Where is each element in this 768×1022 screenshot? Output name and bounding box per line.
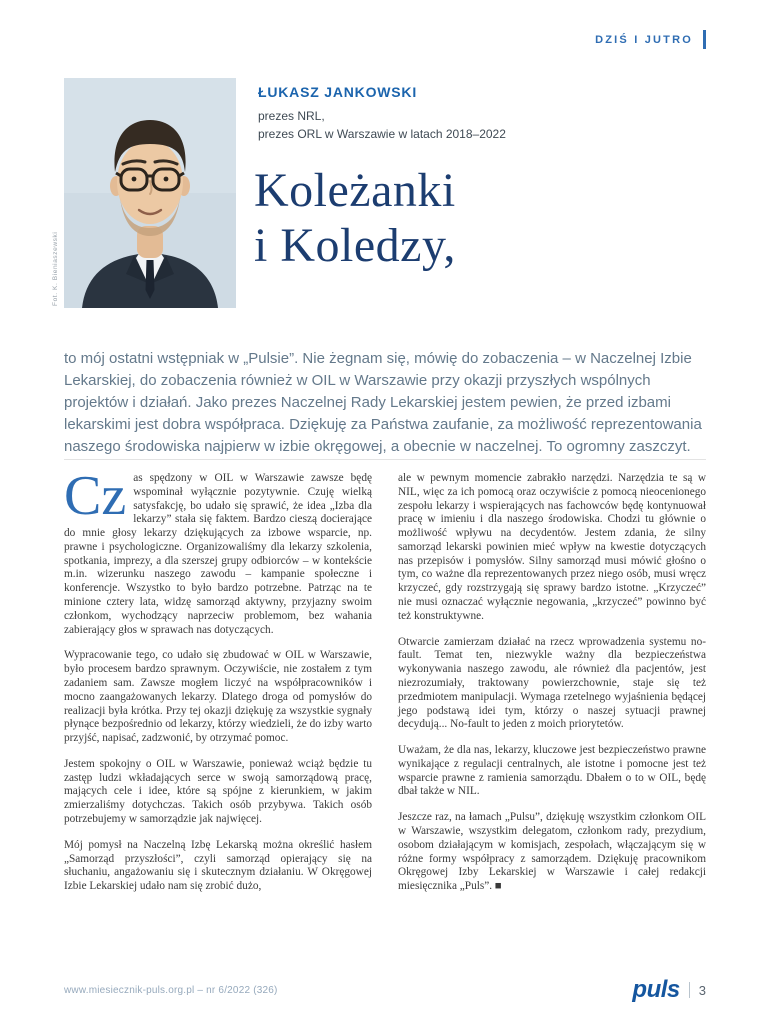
right-column-paragraphs (398, 472, 706, 894)
portrait-illustration (64, 78, 236, 308)
divider-rule (64, 459, 706, 460)
article-title (254, 164, 456, 273)
portrait-photo (64, 78, 236, 308)
paragraph: ale w pewnym momencie zabrakło narzędzi. Narzędzia te są w NIL, więc za ich pomocą oraz oczywiście z pomocą nieocenionego zespołu lekarzy i wspierających nas fachowców będę kontynuował pracę w imieniu i dla naszego środowiska. Chodzi tu głównie o możliwość wpływu na decydentów. Jestem zdania, że silny samorząd lekarski powinien mieć wpływ na kwestie dotyczących nas przepisów i pomysłów. Silny samorząd musi mówić głośno o tym, co ważne dla reprezentowanych przez niego osób, musi wręcz krzyczeć, gdy rozstrzygają się sprawy bardzo istotne. „Krzyczeć” nie musi oznaczać wyłącznie negowania, „krzyczeć” powinno być też konstruktywne. (398, 472, 706, 622)
paragraph: Jestem spokojny o OIL w Warszawie, ponieważ wciąż będzie tu zastęp ludzi wkładających serce w swoją samorządową pracę, mających cele i idee, które są spójne z kierunkiem, w jakim zmierzaliśmy dotychczas. Takich osób przybywa. Takich osób potrzebujemy w samorządzie jak najwięcej. (64, 757, 372, 825)
paragraph: Uważam, że dla nas, lekarzy, kluczowe jest bezpieczeństwo prawne wynikające z regulacji centralnych, ale istotne i pomocne jest też wsparcie prawne z ramienia samorządu. Dbałem o to w OIL, będę dbał także w NIL. (398, 744, 706, 798)
author-name: ŁUKASZ JANKOWSKI (258, 84, 418, 100)
page-footer (64, 976, 706, 1004)
paragraph: Otwarcie zamierzam działać na rzecz wprowadzenia systemu no-fault. Temat ten, niezwykle ważny dla bezpieczeństwa wykonywania naszego zawodu, ale również dla pacjentów, jest niezrozumiały, traktowany powierzchownie, staje się też przedmiotem manipulacji. Wymaga rzetelnego wyjaśnienia będącej jego podstawą idei tym, którzy o naszej sytuacji prawnej decydują... No-fault to jeden z moich priorytetów. (398, 635, 706, 731)
left-column-paragraphs (64, 649, 372, 894)
footer-logo-block (632, 976, 706, 1004)
section-tag (595, 30, 706, 49)
author-block (258, 84, 506, 143)
article-title-line1: Koleżanki (254, 164, 456, 217)
paragraph: Jeszcze raz, na łamach „Pulsu”, dziękuję wszystkim członkom OIL w Warszawie, wszystkim delegatom, członkom rady, prezydium, osobom działającym w komisjach, zespołach, włączającym się w różne formy współpracy z samorządem. Dziękuję pracownikom Okręgowej Izby Lekarskiej w Warszawie i całej redakcji miesięcznika „Puls”. ■ (398, 811, 706, 893)
lede-paragraph: to mój ostatni wstępniak w „Pulsie”. Nie żegnam się, mówię do zobaczenia – w Naczelnej Izbie Lekarskiej, do zobaczenia również w OIL w Warszawie przy okazji przyszłych wspólnych projektów i działań. Jako prezes Naczelnej Rady Lekarskiej jestem pewien, że przed izbami lekarskimi jest dobra współpraca. Dziękuję za Państwa zaufanie, za możliwość reprezentowania naszego środowiska najpierw w izbie okręgowej, a obecnie w naczelnej. To ogromny zaszczyt. (64, 350, 702, 456)
photo-credit: Fot. K. Bieniaszewski (52, 231, 59, 306)
right-column (398, 472, 706, 894)
section-accent-bar (703, 30, 706, 49)
author-role-2: prezes ORL w Warszawie w latach 2018–2022 (258, 127, 506, 141)
page-number-divider (689, 982, 690, 998)
paragraph: Mój pomysł na Naczelną Izbę Lekarską można określić hasłem „Samorząd przyszłości”, czyli samorząd opierający się na słuchaniu, angażowaniu się i skutecznym działaniu. W Okręgowej Izbie Lekarskiej udało nam się zrobić dużo, (64, 838, 372, 893)
left-column (64, 465, 372, 894)
drop-cap: Cz (64, 465, 127, 527)
author-role-1: prezes NRL, (258, 109, 325, 123)
opening-text: as spędzony w OIL w Warszawie zawsze będę wspominał wyłącznie pozytywnie. Czuję wielką satysfakcję, bo udało się sprawić, że idea „Izba dla lekarzy” stała się faktem. Bardzo cieszą docierające do mnie głosy lekarzy dziękujących za izbowe wsparcie, np. prawne i psychologiczne. Organizowaliśmy dla lekarzy szkolenia, spotkania, imprezy, a dla szerszej grupy odbiorców – w kontekście m.in. wizerunku naszego zawodu – kampanie społeczne i konferencje. Wszystko to było bardzo potrzebne. Patrząc na te minione cztery lata, widzę samorząd aktywny, przyjazny swoim członkom, wychodzący naprzeciw problemom, bez wahania zabierający głos w sprawach nas dotyczących. (64, 472, 372, 636)
puls-logo: puls (632, 976, 680, 1003)
section-label: DZIŚ I JUTRO (595, 33, 693, 46)
opening-paragraph (64, 465, 372, 637)
paragraph: Wypracowanie tego, co udało się zbudować w OIL w Warszawie, było procesem bardzo sprawnym. Oczywiście, nie zostałem z tym zadaniem sam. Zawsze mogłem liczyć na współpracowników i mocno zaangażowanych lekarzy. Dlatego droga od pomysłów do realizacji była krótka. Przy tej okazji dziękuję za wszystkie sygnały płynące bezpośrednio od lekarzy, którzy wiedzieli, że do izby warto przyjść, napisać, zadzwonić, by otrzymać pomoc. (64, 649, 372, 745)
article-title-line2: i Koledzy, (254, 218, 456, 272)
article-body (64, 465, 706, 894)
page-number: 3 (698, 982, 706, 998)
footer-url: www.miesiecznik-puls.org.pl – nr 6/2022 (326) (64, 984, 278, 996)
